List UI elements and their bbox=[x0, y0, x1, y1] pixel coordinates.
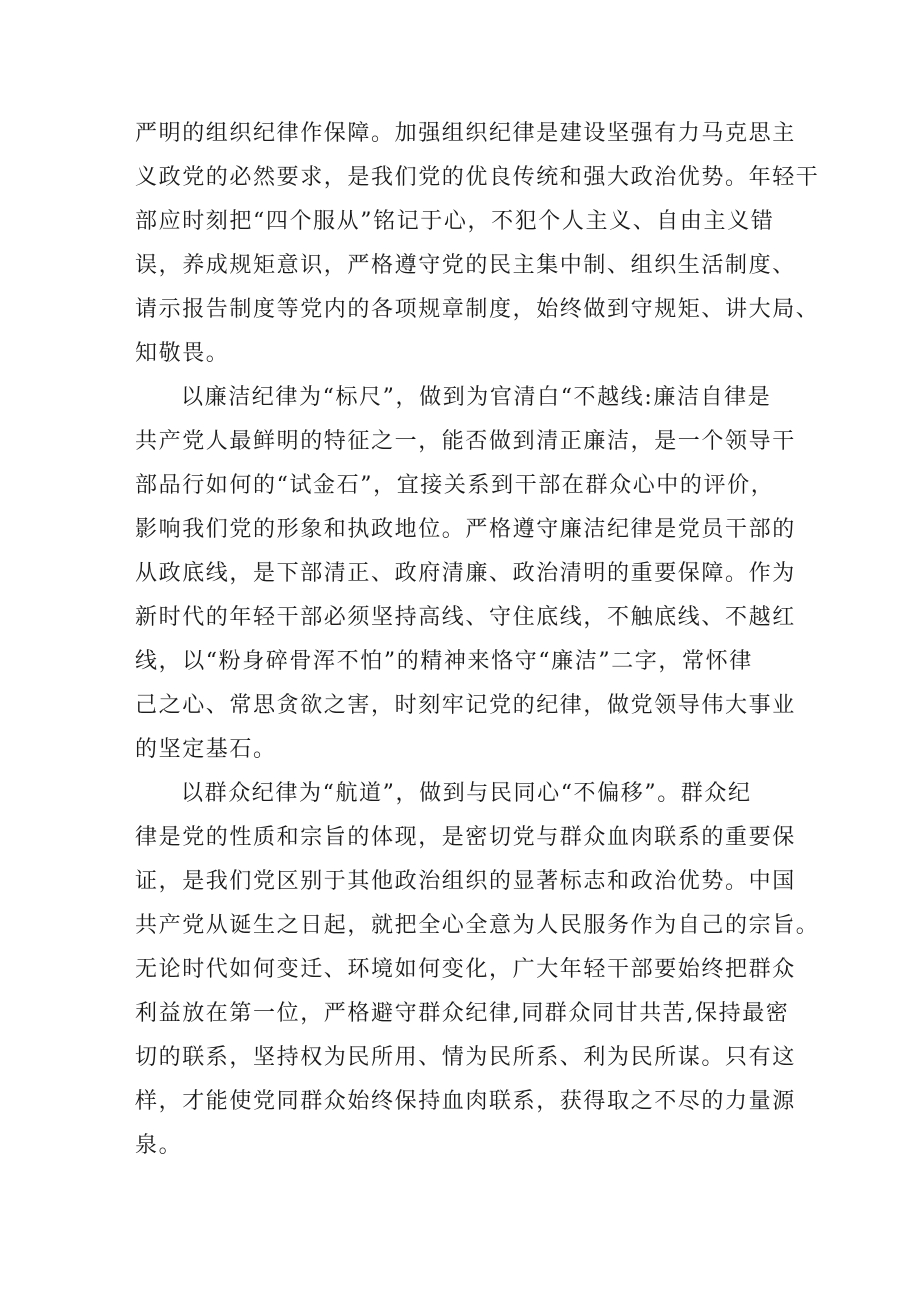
text-line: 己之心、常思贪欲之害，时刻牢记党的纪律，做党领导伟大事业 bbox=[135, 693, 796, 718]
text-line: 样，才能使党同群众始终保持血肉联系，获得取之不尽的力量源 bbox=[135, 1089, 796, 1114]
text-line: 共产党人最鲜明的特征之一，能否做到清正廉洁，是一个领导干 bbox=[135, 429, 796, 454]
document-body bbox=[135, 112, 820, 1168]
text-line: 影响我们党的形象和执政地位。严格遵守廉洁纪律是党员干部的 bbox=[135, 517, 796, 542]
text-line: 以群众纪律为“航道”，做到与民同心“不偏移”。群众纪 bbox=[181, 781, 752, 806]
text-line: 共产党从诞生之日起，就把全心全意为人民服务作为自己的宗旨。 bbox=[135, 913, 820, 938]
paragraph-mass-discipline bbox=[135, 772, 820, 1168]
text-line: 以廉洁纪律为“标尺”，做到为官清白“不越线:廉洁自律是 bbox=[181, 385, 772, 410]
text-line: 严明的组织纪律作保障。加强组织纪律是建设坚强有力马克思主 bbox=[135, 121, 796, 146]
text-line: 证，是我们党区别于其他政治组织的显著标志和政治优势。中国 bbox=[135, 869, 796, 894]
text-line: 无论时代如何变迁、环境如何变化，广大年轻干部要始终把群众 bbox=[135, 957, 796, 982]
text-line: 义政党的必然要求，是我们党的优良传统和强大政治优势。年轻干 bbox=[135, 165, 820, 190]
text-line: 利益放在第一位，严格避守群众纪律,同群众同甘共苦,保持最密 bbox=[135, 1001, 790, 1026]
text-line: 部应时刻把“四个服从”铭记于心，不犯个人主义、自由主义错 bbox=[135, 209, 775, 234]
text-line: 部品行如何的“试金石”，宜接关系到干部在群众心中的评价， bbox=[135, 473, 775, 498]
paragraph-integrity-discipline bbox=[135, 376, 795, 772]
text-line: 误，养成规矩意识，严格遵守党的民主集中制、组织生活制度、 bbox=[135, 253, 796, 278]
text-line: 线，以“粉身碎骨浑不怕”的精神来恪守“廉洁”二字，常怀律 bbox=[135, 649, 753, 674]
text-line: 切的联系，坚持权为民所用、情为民所系、利为民所谋。只有这 bbox=[135, 1045, 796, 1070]
text-line: 知敬畏。 bbox=[135, 341, 230, 366]
text-line: 请示报告制度等党内的各项规章制度，始终做到守规矩、讲大局、 bbox=[135, 297, 820, 322]
text-line: 从政底线，是下部清正、政府清廉、政治清明的重要保障。作为 bbox=[135, 561, 796, 586]
text-line: 泉。 bbox=[135, 1133, 183, 1158]
text-line: 新时代的年轻干部必须坚持高线、守住底线，不触底线、不越红 bbox=[135, 605, 796, 630]
text-line: 律是党的性质和宗旨的体现，是密切党与群众血肉联系的重要保 bbox=[135, 825, 796, 850]
text-line: 的坚定基石。 bbox=[135, 737, 277, 762]
paragraph-organizational-discipline bbox=[135, 112, 820, 376]
